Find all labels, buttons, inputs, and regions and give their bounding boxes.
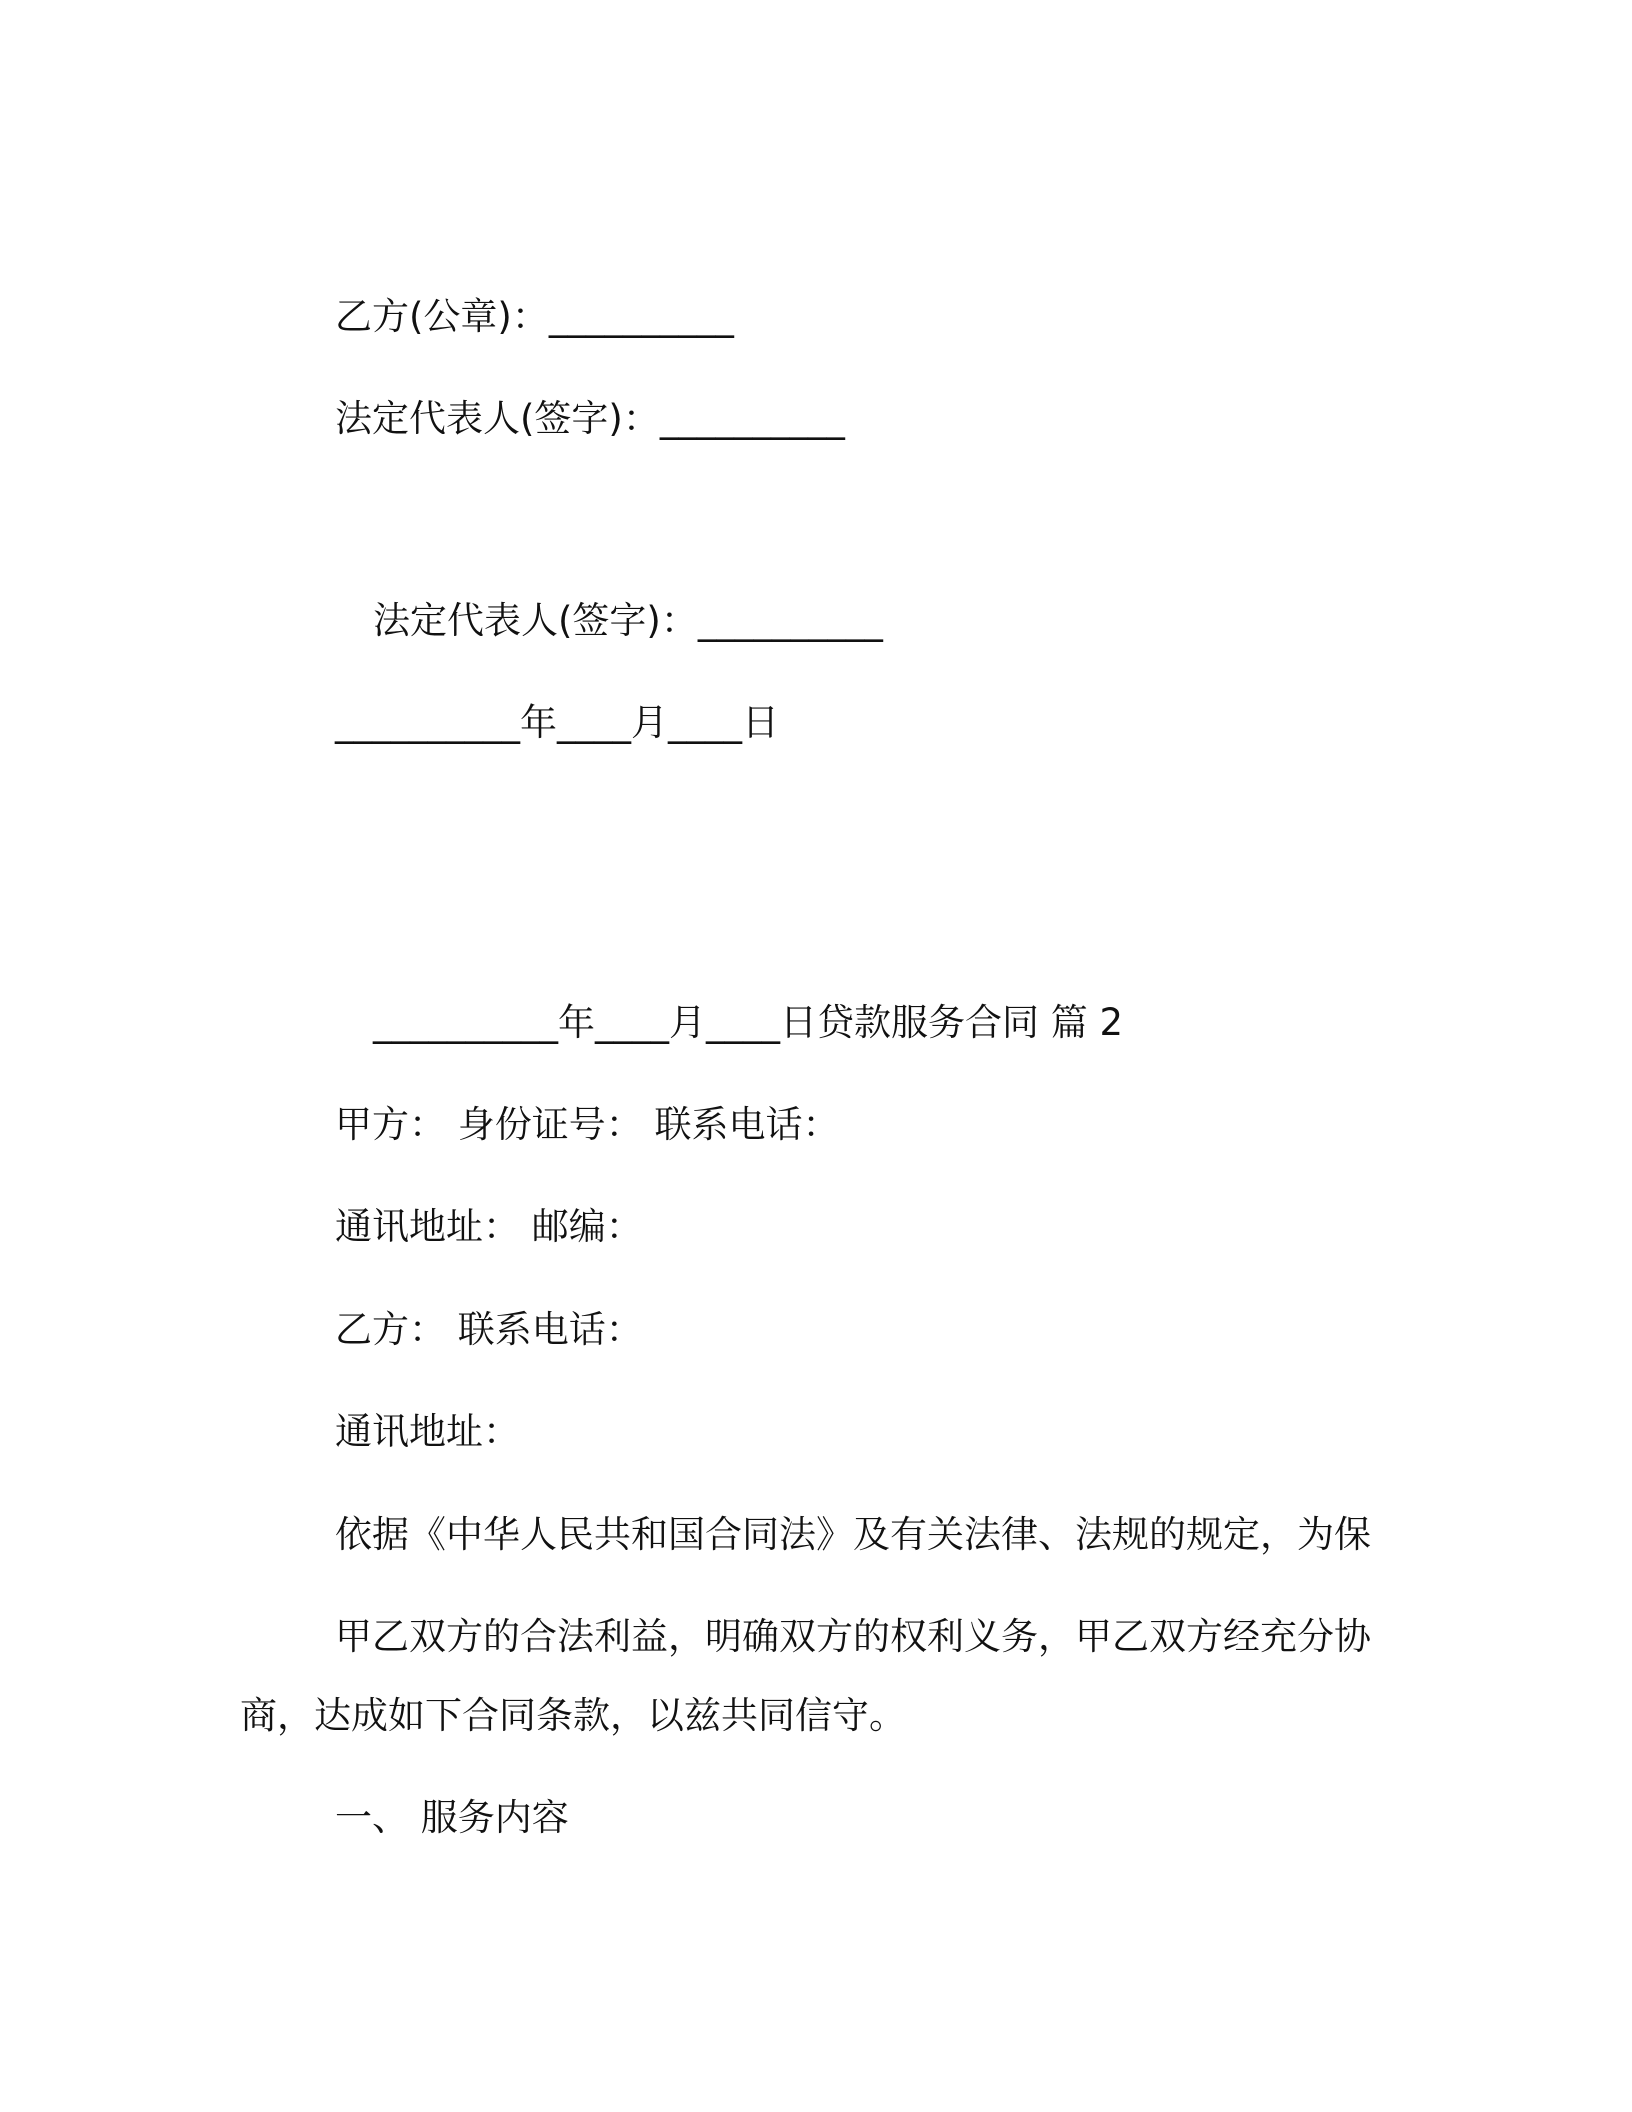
legal-representative-signature-line: 法定代表人(签字)：__________ bbox=[335, 397, 845, 440]
section-1-title: 一、 服务内容 bbox=[335, 1796, 569, 1839]
party-a-address-line: 通讯地址： 邮编： bbox=[335, 1205, 643, 1248]
legal-representative-signature-line-2: 法定代表人(签字)：__________ bbox=[373, 599, 883, 642]
signature-date-line: __________年____月____日 bbox=[335, 701, 779, 744]
party-b-info-line: 乙方： 联系电话： bbox=[335, 1308, 643, 1351]
preamble-line-1: 依据《中华人民共和国合同法》及有关法律、法规的规定，为保 bbox=[335, 1513, 1371, 1556]
preamble-line-2: 甲乙双方的合法利益，明确双方的权利义务，甲乙双方经充分协 bbox=[335, 1615, 1371, 1658]
party-b-address-line: 通讯地址： bbox=[335, 1410, 520, 1453]
preamble-line-3: 商，达成如下合同条款，以兹共同信守。 bbox=[240, 1694, 906, 1737]
party-a-info-line: 甲方： 身份证号： 联系电话： bbox=[335, 1103, 840, 1146]
contract-heading: __________年____月____日贷款服务合同 篇 2 bbox=[373, 1001, 1124, 1044]
party-b-seal-line: 乙方(公章)：__________ bbox=[335, 295, 734, 338]
